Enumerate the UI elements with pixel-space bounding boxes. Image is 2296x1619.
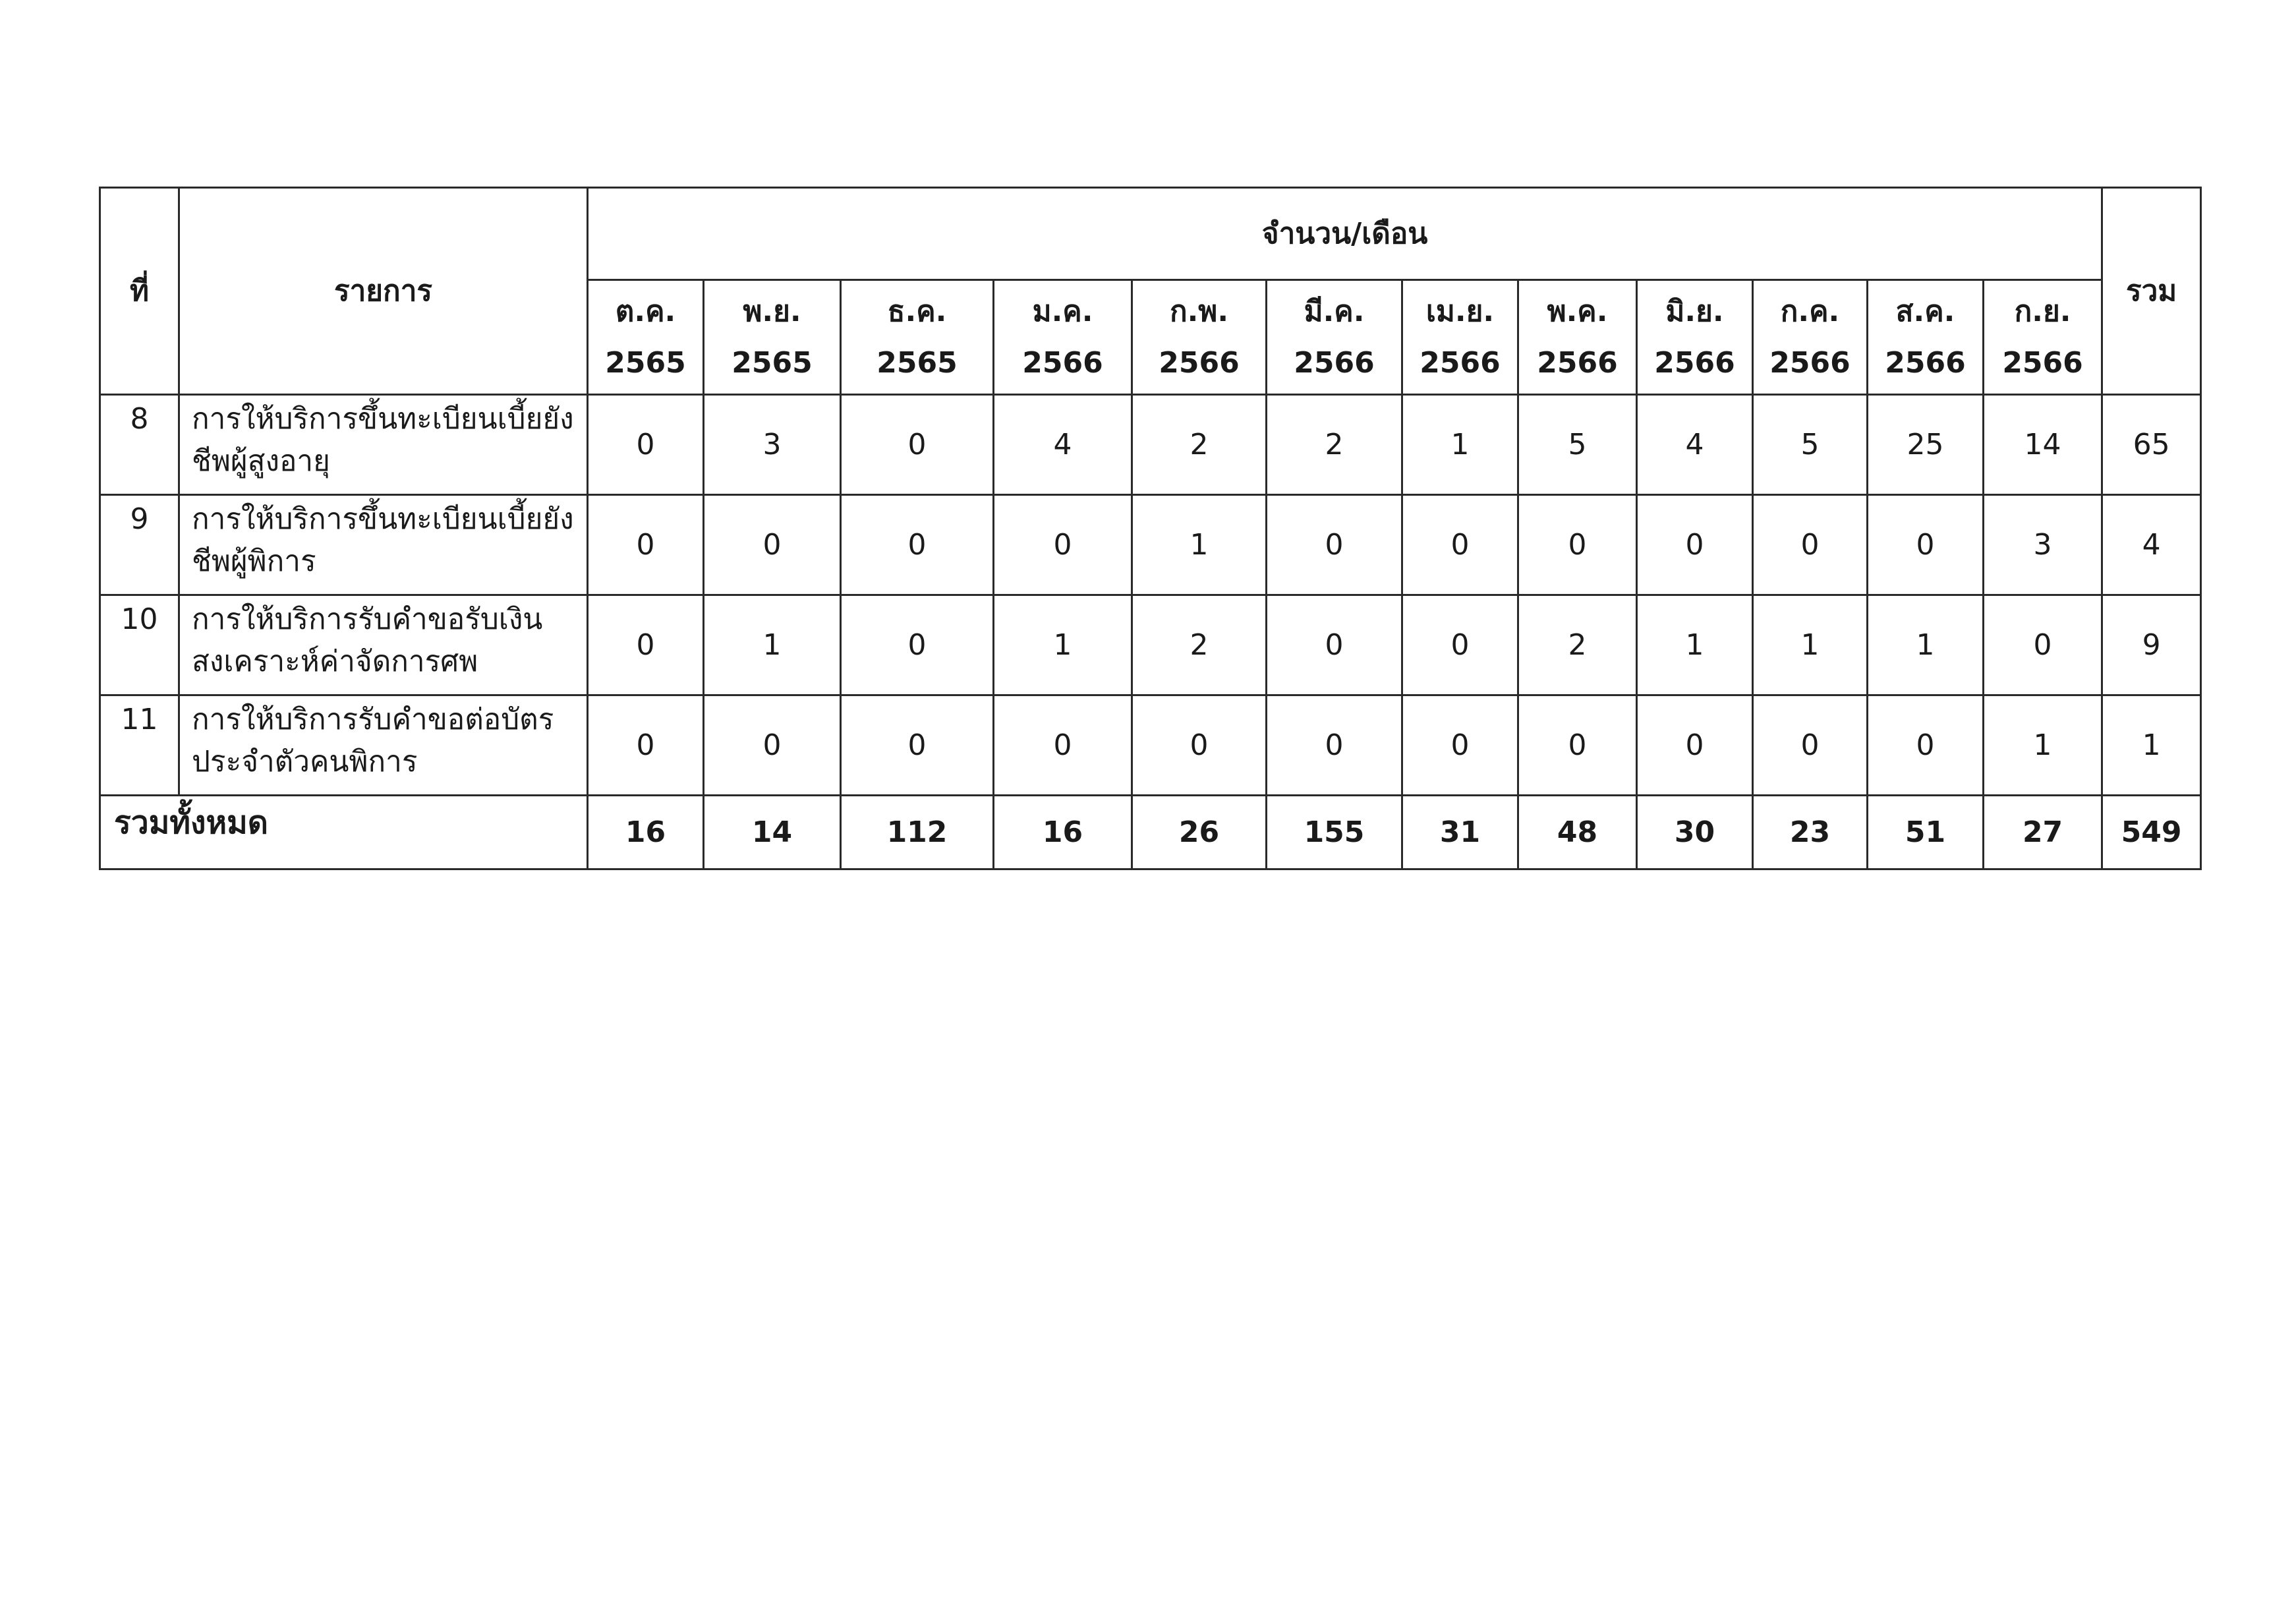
row-item <box>179 395 588 495</box>
header-month <box>1753 280 1868 395</box>
row-number: 11 <box>100 695 179 796</box>
header-month <box>1868 280 1984 395</box>
cell-value: 0 <box>841 495 994 595</box>
month-name: ธ.ค. <box>887 294 947 328</box>
grand-total-value: 48 <box>1518 796 1637 869</box>
month-year: 2566 <box>1537 345 1618 380</box>
header-month <box>704 280 841 395</box>
header-month-group: จำนวน/เดือน <box>588 188 2102 280</box>
cell-value: 0 <box>1267 695 1402 796</box>
header-month <box>1518 280 1637 395</box>
row-item-line: การให้บริการรับคำขอต่อบัตร <box>192 703 554 736</box>
cell-value: 0 <box>1753 695 1868 796</box>
table-row <box>100 595 2201 695</box>
month-year: 2566 <box>1022 345 1103 380</box>
grand-total-value: 112 <box>841 796 994 869</box>
header-no: ที่ <box>100 188 179 395</box>
month-name: ก.ค. <box>1780 294 1840 328</box>
cell-value: 0 <box>1402 595 1518 695</box>
month-name: ก.ย. <box>2014 294 2071 328</box>
cell-value: 0 <box>841 395 994 495</box>
cell-value: 0 <box>1267 595 1402 695</box>
month-year: 2566 <box>1420 345 1501 380</box>
cell-value: 0 <box>1637 695 1753 796</box>
row-total: 65 <box>2102 395 2201 495</box>
table-row <box>100 695 2201 796</box>
cell-value: 0 <box>1402 495 1518 595</box>
cell-value: 0 <box>841 695 994 796</box>
grand-total-value: 14 <box>704 796 841 869</box>
cell-value: 4 <box>1637 395 1753 495</box>
month-year: 2566 <box>1294 345 1375 380</box>
cell-value: 1 <box>1868 595 1984 695</box>
row-number: 9 <box>100 495 179 595</box>
month-name: พ.ย. <box>743 294 801 328</box>
cell-value: 3 <box>1984 495 2102 595</box>
cell-value: 0 <box>1402 695 1518 796</box>
monthly-service-table <box>99 187 2202 870</box>
month-name: ต.ค. <box>615 294 676 328</box>
row-item-line: ประจำตัวคนพิการ <box>192 744 418 779</box>
header-month <box>1984 280 2102 395</box>
cell-value: 0 <box>588 695 704 796</box>
cell-value: 0 <box>1518 695 1637 796</box>
cell-value: 0 <box>588 395 704 495</box>
row-item-line: การให้บริการรับคำขอรับเงิน <box>192 603 543 636</box>
row-total: 9 <box>2102 595 2201 695</box>
header-month <box>1402 280 1518 395</box>
cell-value: 0 <box>1868 495 1984 595</box>
header-row-group <box>100 188 2201 280</box>
header-month <box>1267 280 1402 395</box>
month-name: เม.ย. <box>1425 294 1495 328</box>
row-item-line: การให้บริการขึ้นทะเบียนเบี้ยยัง <box>192 502 574 536</box>
month-year: 2566 <box>1769 345 1851 380</box>
cell-value: 0 <box>994 495 1132 595</box>
cell-value: 0 <box>704 495 841 595</box>
grand-total-value: 23 <box>1753 796 1868 869</box>
cell-value: 0 <box>1984 595 2102 695</box>
grand-total-value: 31 <box>1402 796 1518 869</box>
header-month <box>1132 280 1267 395</box>
cell-value: 4 <box>994 395 1132 495</box>
cell-value: 1 <box>994 595 1132 695</box>
cell-value: 2 <box>1518 595 1637 695</box>
month-name: ก.พ. <box>1169 294 1229 328</box>
cell-value: 0 <box>588 595 704 695</box>
cell-value: 25 <box>1868 395 1984 495</box>
cell-value: 1 <box>1753 595 1868 695</box>
cell-value: 1 <box>1984 695 2102 796</box>
row-item-line: ชีพผู้สูงอายุ <box>192 444 330 478</box>
month-year: 2566 <box>1654 345 1735 380</box>
month-year: 2565 <box>876 345 958 380</box>
cell-value: 0 <box>1637 495 1753 595</box>
cell-value: 14 <box>1984 395 2102 495</box>
month-year: 2566 <box>1885 345 1966 380</box>
cell-value: 3 <box>704 395 841 495</box>
row-total: 1 <box>2102 695 2201 796</box>
cell-value: 0 <box>1868 695 1984 796</box>
header-month <box>994 280 1132 395</box>
cell-value: 0 <box>1267 495 1402 595</box>
row-item-line: สงเคราะห์ค่าจัดการศพ <box>192 644 478 678</box>
cell-value: 1 <box>1132 495 1267 595</box>
grand-total-label: รวมทั้งหมด <box>100 796 588 869</box>
cell-value: 2 <box>1132 595 1267 695</box>
header-total: รวม <box>2102 188 2201 395</box>
row-item-line: การให้บริการขึ้นทะเบียนเบี้ยยัง <box>192 402 574 436</box>
cell-value: 0 <box>841 595 994 695</box>
cell-value: 0 <box>1132 695 1267 796</box>
month-name: ส.ค. <box>1895 294 1955 328</box>
header-month <box>1637 280 1753 395</box>
grand-total-value: 155 <box>1267 796 1402 869</box>
month-name: มี.ค. <box>1304 294 1365 328</box>
grand-total-sum: 549 <box>2102 796 2201 869</box>
row-item <box>179 695 588 796</box>
table-body <box>100 395 2201 869</box>
grand-total-value: 16 <box>588 796 704 869</box>
table-row <box>100 495 2201 595</box>
header-month <box>841 280 994 395</box>
month-year: 2566 <box>2002 345 2083 380</box>
table-row <box>100 395 2201 495</box>
cell-value: 0 <box>704 695 841 796</box>
cell-value: 0 <box>588 495 704 595</box>
header-month <box>588 280 704 395</box>
grand-total-value: 51 <box>1868 796 1984 869</box>
row-total: 4 <box>2102 495 2201 595</box>
header-item: รายการ <box>179 188 588 395</box>
grand-total-value: 27 <box>1984 796 2102 869</box>
month-year: 2566 <box>1159 345 1240 380</box>
month-name: มิ.ย. <box>1665 294 1724 328</box>
month-name: พ.ค. <box>1547 294 1608 328</box>
grand-total-value: 26 <box>1132 796 1267 869</box>
row-number: 8 <box>100 395 179 495</box>
grand-total-value: 30 <box>1637 796 1753 869</box>
cell-value: 5 <box>1518 395 1637 495</box>
cell-value: 1 <box>1637 595 1753 695</box>
month-name: ม.ค. <box>1032 294 1093 328</box>
cell-value: 2 <box>1132 395 1267 495</box>
row-item <box>179 595 588 695</box>
row-item-line: ชีพผู้พิการ <box>192 544 316 578</box>
grand-total-row <box>100 796 2201 869</box>
row-number: 10 <box>100 595 179 695</box>
month-year: 2565 <box>605 345 686 380</box>
cell-value: 5 <box>1753 395 1868 495</box>
month-year: 2565 <box>732 345 813 380</box>
row-item <box>179 495 588 595</box>
cell-value: 2 <box>1267 395 1402 495</box>
cell-value: 1 <box>1402 395 1518 495</box>
cell-value: 0 <box>994 695 1132 796</box>
cell-value: 0 <box>1753 495 1868 595</box>
cell-value: 1 <box>704 595 841 695</box>
cell-value: 0 <box>1518 495 1637 595</box>
grand-total-value: 16 <box>994 796 1132 869</box>
